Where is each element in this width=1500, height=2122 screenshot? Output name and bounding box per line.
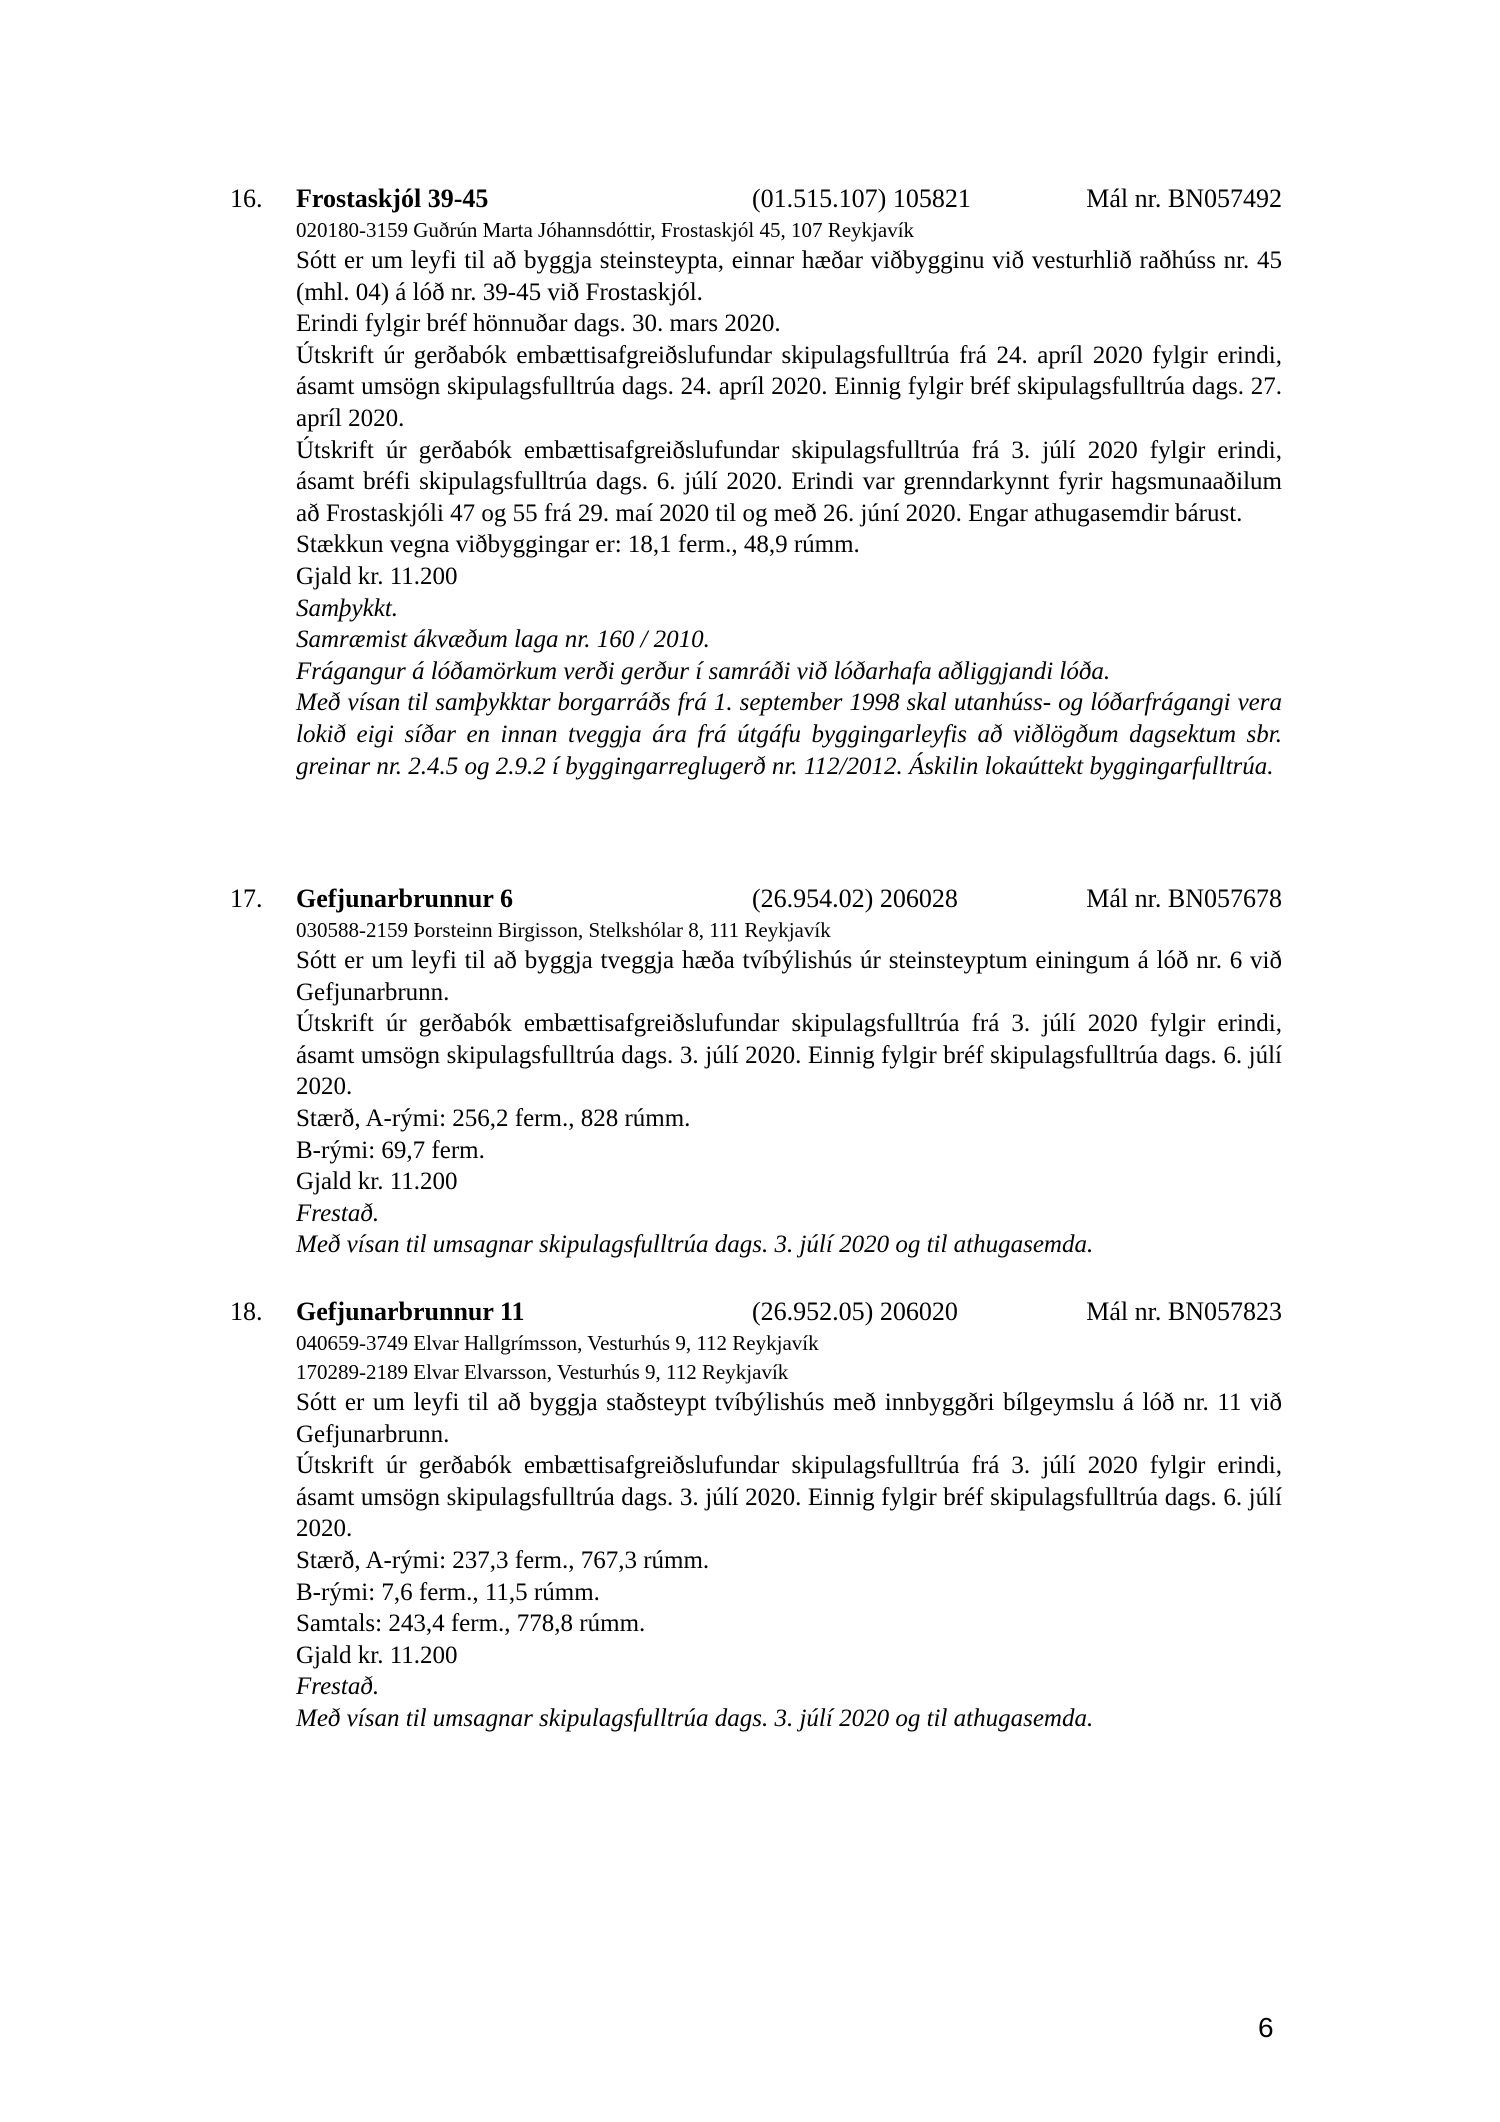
case-number-ref: Mál nr. BN057678 [1086,884,1282,913]
case-body [296,1329,1282,1735]
case-paragraph: Útskrift úr gerðabók embættisafgreiðslufundar skipulagsfulltrúa frá 3. júlí 2020 fylgir erindi, ásamt bréfi skipulagsfulltrúa dags. 6. júlí 2020. Erindi var grenndarkynnt fyrir hagsmunaaðilum að Frostaskjóli 47 og 55 frá 29. maí 2020 til og með 26. júní 2020. Engar athugasemdir bárust. [296,436,1282,527]
applicant: 040659-3749 Elvar Hallgrímsson, Vesturhús 9, 112 Reykjavík [296,1331,819,1355]
fee: Gjald kr. 11.200 [296,562,458,590]
case-entry-17 [230,882,1282,1261]
case-number: 16. [230,184,263,213]
case-header [230,182,1282,216]
case-address: Frostaskjól 39-45 [296,184,489,213]
case-paragraph: Stærð, A-rými: 237,3 ferm., 767,3 rúmm. [296,1546,710,1574]
case-header [230,882,1282,916]
applicant: 020180-3159 Guðrún Marta Jóhannsdóttir, Frostaskjól 45, 107 Reykjavík [296,218,915,242]
case-paragraph: Útskrift úr gerðabók embættisafgreiðslufundar skipulagsfulltrúa frá 3. júlí 2020 fylgir erindi, ásamt umsögn skipulagsfulltrúa dags. 3. júlí 2020. Einnig fylgir bréf skipulagsfulltrúa dags. 6. júlí 2020. [296,1010,1282,1101]
case-paragraph: Stærð, A-rými: 256,2 ferm., 828 rúmm. [296,1104,691,1132]
case-body [296,916,1282,1261]
case-paragraph: Sótt er um leyfi til að byggja steinsteypta, einnar hæðar viðbygginu við vesturhlið raðhúss nr. 45 (mhl. 04) á lóð nr. 39-45 við Frostaskjól. [296,247,1282,306]
case-paragraph: Sótt er um leyfi til að byggja tveggja hæða tvíbýlishús úr steinsteyptum einingum á lóð nr. 6 við Gefjunarbrunn. [296,947,1282,1006]
fee: Gjald kr. 11.200 [296,1168,458,1196]
decision-line: Frestað. [296,1673,380,1701]
case-body [296,216,1282,782]
case-paragraph: Samtals: 243,4 ferm., 778,8 rúmm. [296,1610,646,1638]
page-number: 6 [1258,2012,1274,2043]
applicant: 170289-2189 Elvar Elvarsson, Vesturhús 9, 112 Reykjavík [296,1360,789,1384]
fee: Gjald kr. 11.200 [296,1641,458,1669]
case-entry-18 [230,1295,1282,1735]
case-lot-id: (01.515.107) 105821 [752,184,971,213]
decision-line: Samþykkt. [296,594,399,622]
case-address: Gefjunarbrunnur 11 [296,1297,525,1326]
case-entry-16 [230,182,1282,782]
case-paragraph: B-rými: 69,7 ferm. [296,1136,485,1164]
decision-line: Samræmist ákvæðum laga nr. 160 / 2010. [296,626,710,654]
case-paragraph: Sótt er um leyfi til að byggja staðsteypt tvíbýlishús með innbyggðri bílgeymslu á lóð nr. 11 við Gefjunarbrunn. [296,1389,1282,1448]
applicant: 030588-2159 Þorsteinn Birgisson, Stelkshólar 8, 111 Reykjavík [296,918,831,942]
case-number-ref: Mál nr. BN057492 [1086,184,1282,213]
case-paragraph: Útskrift úr gerðabók embættisafgreiðslufundar skipulagsfulltrúa frá 3. júlí 2020 fylgir erindi, ásamt umsögn skipulagsfulltrúa dags. 3. júlí 2020. Einnig fylgir bréf skipulagsfulltrúa dags. 6. júlí 2020. [296,1452,1282,1543]
case-paragraph: B-rými: 7,6 ferm., 11,5 rúmm. [296,1578,600,1606]
case-lot-id: (26.954.02) 206028 [752,884,958,913]
case-address: Gefjunarbrunnur 6 [296,884,513,913]
case-lot-id: (26.952.05) 206020 [752,1297,958,1326]
case-paragraph: Útskrift úr gerðabók embættisafgreiðslufundar skipulagsfulltrúa frá 24. apríl 2020 fylgir erindi, ásamt umsögn skipulagsfulltrúa dags. 24. apríl 2020. Einnig fylgir bréf skipulagsfulltrúa dags. 27. apríl 2020. [296,341,1282,432]
case-number: 17. [230,884,263,913]
decision-line: Með vísan til umsagnar skipulagsfulltrúa dags. 3. júlí 2020 og til athugasemda. [296,1231,1094,1259]
decision-line: Frágangur á lóðamörkum verði gerður í samráði við lóðarhafa aðliggjandi lóða. [296,657,1111,685]
case-header [230,1295,1282,1329]
decision-line: Frestað. [296,1199,380,1227]
decision-line: Með vísan til umsagnar skipulagsfulltrúa dags. 3. júlí 2020 og til athugasemda. [296,1704,1094,1732]
decision-line: Með vísan til samþykktar borgarráðs frá 1. september 1998 skal utanhúss- og lóðarfrágangi vera lokið eigi síðar en innan tveggja ára frá útgáfu byggingarleyfis að viðlögðum dagsektum sbr. greinar nr. 2.4.5 og 2.9.2 í byggingarreglugerð nr. 112/2012. Áskilin lokaúttekt byggingarfulltrúa. [296,689,1282,780]
case-paragraph: Stækkun vegna viðbyggingar er: 18,1 ferm., 48,9 rúmm. [296,531,860,559]
case-paragraph: Erindi fylgir bréf hönnuðar dags. 30. mars 2020. [296,310,781,338]
case-number-ref: Mál nr. BN057823 [1086,1297,1282,1326]
case-number: 18. [230,1297,263,1326]
